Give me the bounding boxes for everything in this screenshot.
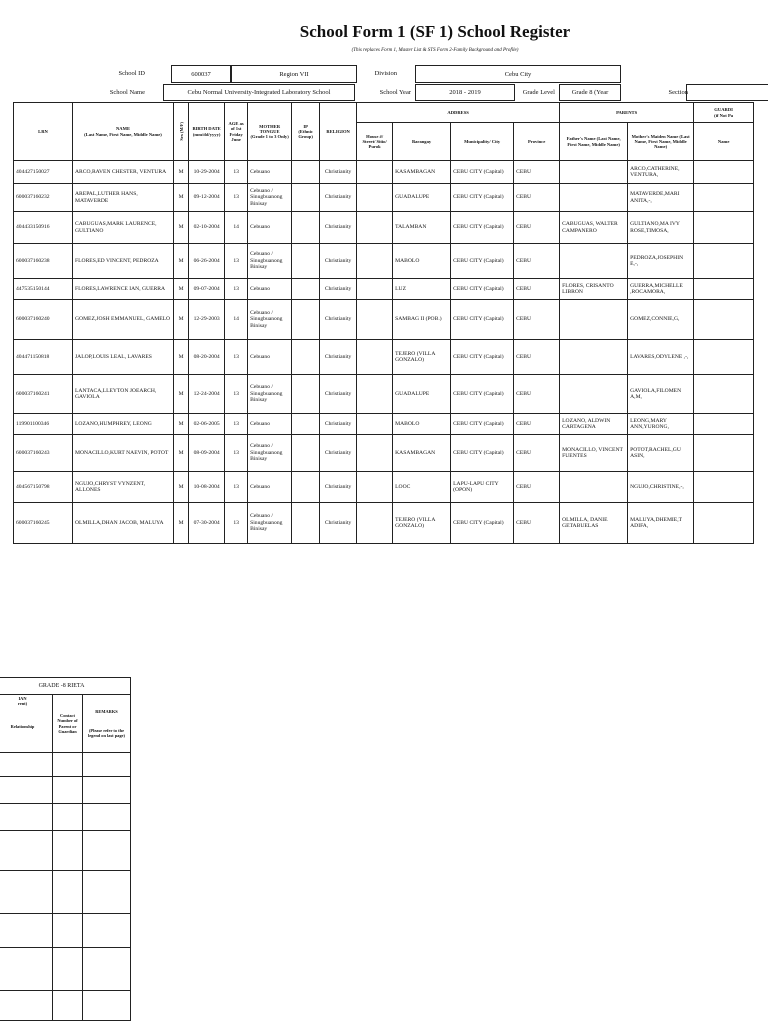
cell-religion: Christianity xyxy=(320,414,357,435)
blank-cell xyxy=(53,914,83,948)
cell-birth-date: 09-07-2004 xyxy=(189,279,225,300)
cell-age: 13 xyxy=(225,435,248,472)
cell-ip xyxy=(292,184,320,212)
cell-name: LANTACA,LLEYTON JOEARCH, GAVIOLA xyxy=(73,375,174,414)
form-title: School Form 1 (SF 1) School Register xyxy=(299,22,571,41)
cell-barangay: GUADALUPE xyxy=(393,375,451,414)
cell-name: NGUJO,CHRYST VYNZENT, ALLONES xyxy=(73,472,174,503)
col-guardian-name: Name xyxy=(694,123,754,161)
blank-cell xyxy=(53,831,83,871)
blank-cell xyxy=(0,991,53,1021)
col-house: House #/ Street/ Sitio/ Purok xyxy=(357,123,393,161)
cell-province: CEBU xyxy=(514,375,560,414)
cell-lrn: 600037160243 xyxy=(14,435,73,472)
cell-name: FLORES,LAWRENCE IAN, GUERRA xyxy=(73,279,174,300)
cell-mother: PEDROZA,JOSEPHIN E,-, xyxy=(628,244,694,279)
blank-cell xyxy=(0,914,53,948)
cell-municipality: CEBU CITY (Capital) xyxy=(451,375,514,414)
cell-religion: Christianity xyxy=(320,161,357,184)
cell-ip xyxy=(292,375,320,414)
cell-municipality: CEBU CITY (Capital) xyxy=(451,184,514,212)
table-row xyxy=(14,503,754,544)
cell-guardian-name xyxy=(694,340,754,375)
cell-father xyxy=(560,300,628,340)
cell-age: 14 xyxy=(225,212,248,244)
blank-cell xyxy=(83,914,131,948)
blank-cell xyxy=(53,991,83,1021)
blank-cell xyxy=(83,948,131,991)
col-ip: IP (Ethnic Group) xyxy=(292,103,320,161)
col-father: Father's Name (Last Name, First Name, Middle Name) xyxy=(560,123,628,161)
cell-municipality: CEBU CITY (Capital) xyxy=(451,503,514,544)
cell-mother: GUERRA,MICHELLE ,ROCAMORA, xyxy=(628,279,694,300)
col-relationship: IAN rent) Relationship xyxy=(0,695,53,753)
blank-cell xyxy=(0,871,53,914)
blank-cell xyxy=(0,804,53,831)
cell-age: 13 xyxy=(225,472,248,503)
cell-mother: GAVIOLA,FILOMEN A,M, xyxy=(628,375,694,414)
table-row xyxy=(14,184,754,212)
cell-lrn: 600037160238 xyxy=(14,244,73,279)
blank-cell xyxy=(0,948,53,991)
cell-province: CEBU xyxy=(514,184,560,212)
cell-father: OLMILLA, DANIE GETABUELAS xyxy=(560,503,628,544)
cell-mother-tongue: Cebuano / Sinugbuanong Binisay xyxy=(248,244,292,279)
cell-house xyxy=(357,503,393,544)
cell-house xyxy=(357,472,393,503)
cell-guardian-name xyxy=(694,435,754,472)
section-value xyxy=(686,84,768,101)
cell-barangay: LOOC xyxy=(393,472,451,503)
cell-house xyxy=(357,244,393,279)
cell-guardian-name xyxy=(694,184,754,212)
cell-lrn: 404567150798 xyxy=(14,472,73,503)
cell-sex: M xyxy=(174,435,189,472)
cell-guardian-name xyxy=(694,212,754,244)
blank-cell xyxy=(83,777,131,804)
cell-name: LOZANO,HUMPHREY, LEONG xyxy=(73,414,174,435)
table-row xyxy=(14,212,754,244)
cell-barangay: TEJERO (VILLA GONZALO) xyxy=(393,503,451,544)
school-name-value: Cebu Normal University-Integrated Laboratory School xyxy=(163,84,355,101)
cell-mother-tongue: Cebuano xyxy=(248,414,292,435)
cell-age: 14 xyxy=(225,300,248,340)
blank-cell xyxy=(53,804,83,831)
cell-lrn: 600037160245 xyxy=(14,503,73,544)
cell-mother-tongue: Cebuano xyxy=(248,161,292,184)
blank-cell xyxy=(53,871,83,914)
division-label: Division xyxy=(374,70,397,77)
school-year-label: School Year xyxy=(379,89,411,96)
cell-mother-tongue: Cebuano / Sinugbuanong Binisay xyxy=(248,503,292,544)
school-year-value: 2018 - 2019 xyxy=(415,84,515,101)
col-parents: PARENTS xyxy=(560,103,694,123)
cell-house xyxy=(357,414,393,435)
cell-father xyxy=(560,184,628,212)
col-sex: Sex (M/F) xyxy=(174,103,189,161)
cell-province: CEBU xyxy=(514,244,560,279)
cell-birth-date: 10-08-2004 xyxy=(189,472,225,503)
cell-guardian-name xyxy=(694,279,754,300)
cell-barangay: MABOLO xyxy=(393,414,451,435)
cell-age: 13 xyxy=(225,244,248,279)
cell-birth-date: 07-30-2004 xyxy=(189,503,225,544)
cell-age: 13 xyxy=(225,184,248,212)
cell-municipality: CEBU CITY (Capital) xyxy=(451,279,514,300)
cell-birth-date: 02-10-2004 xyxy=(189,212,225,244)
cell-sex: M xyxy=(174,300,189,340)
table-row xyxy=(14,414,754,435)
table-row xyxy=(14,340,754,375)
col-remarks: REMARKS (Please refer to the legend on last page) xyxy=(83,695,131,753)
col-mother: Mother's Maiden Name (Last Name, First Name, Middle Name) xyxy=(628,123,694,161)
blank-cell xyxy=(83,831,131,871)
cell-father xyxy=(560,375,628,414)
cell-province: CEBU xyxy=(514,161,560,184)
grade-level-label: Grade Level xyxy=(522,89,555,96)
cell-house xyxy=(357,184,393,212)
blank-cell xyxy=(53,948,83,991)
cell-municipality: CEBU CITY (Capital) xyxy=(451,340,514,375)
cell-age: 13 xyxy=(225,340,248,375)
section-caption: GRADE -8 RIETA xyxy=(0,678,131,695)
cell-mother-tongue: Cebuano xyxy=(248,212,292,244)
table-row xyxy=(14,279,754,300)
cell-lrn: 119901100346 xyxy=(14,414,73,435)
cell-age: 13 xyxy=(225,503,248,544)
cell-mother-tongue: Cebuano / Sinugbuanong Binisay xyxy=(248,300,292,340)
cell-mother: POTOT,RACHEL,GU ASIN, xyxy=(628,435,694,472)
cell-ip xyxy=(292,300,320,340)
cell-age: 13 xyxy=(225,414,248,435)
cell-mother: NGUJO,CHRISTINE,-, xyxy=(628,472,694,503)
cell-father xyxy=(560,340,628,375)
cell-name: MONACILLO,KURT NAEVIN, POTOT xyxy=(73,435,174,472)
col-contact: Contact Number of Parent or Guardian xyxy=(53,695,83,753)
cell-house xyxy=(357,300,393,340)
cell-ip xyxy=(292,435,320,472)
cell-religion: Christianity xyxy=(320,435,357,472)
cell-name: OLMILLA,DHAN JACOB, MALUYA xyxy=(73,503,174,544)
cell-guardian-name xyxy=(694,503,754,544)
col-birth-date: BIRTH DATE (mm/dd/yyyy) xyxy=(189,103,225,161)
table-row xyxy=(14,161,754,184)
blank-cell xyxy=(83,991,131,1021)
guardian-remarks-table xyxy=(0,677,131,1021)
cell-mother-tongue: Cebuano xyxy=(248,279,292,300)
cell-birth-date: 09-12-2004 xyxy=(189,184,225,212)
cell-father xyxy=(560,244,628,279)
cell-father: MONACILLO, VINCENT FUENTES xyxy=(560,435,628,472)
col-age: AGE as of 1st Friday June xyxy=(225,103,248,161)
blank-cell xyxy=(53,753,83,777)
cell-father: FLORES, CRISANTO LIBRON xyxy=(560,279,628,300)
cell-father xyxy=(560,161,628,184)
cell-sex: M xyxy=(174,161,189,184)
cell-religion: Christianity xyxy=(320,244,357,279)
cell-religion: Christianity xyxy=(320,212,357,244)
cell-sex: M xyxy=(174,414,189,435)
cell-ip xyxy=(292,212,320,244)
cell-sex: M xyxy=(174,472,189,503)
cell-birth-date: 10-29-2004 xyxy=(189,161,225,184)
cell-religion: Christianity xyxy=(320,184,357,212)
cell-name: GOMEZ,JOSH EMMANUEL, GAMELO xyxy=(73,300,174,340)
col-name: NAME (Last Name, First Name, Middle Name) xyxy=(73,103,174,161)
cell-age: 13 xyxy=(225,279,248,300)
cell-birth-date: 06-26-2004 xyxy=(189,244,225,279)
cell-house xyxy=(357,435,393,472)
cell-ip xyxy=(292,503,320,544)
cell-house xyxy=(357,161,393,184)
cell-mother-tongue: Cebuano xyxy=(248,340,292,375)
cell-mother-tongue: Cebuano / Sinugbuanong Binisay xyxy=(248,375,292,414)
cell-ip xyxy=(292,279,320,300)
cell-mother: ARCO,CATHERINE, VENTURA, xyxy=(628,161,694,184)
cell-barangay: TALAMBAN xyxy=(393,212,451,244)
table-row xyxy=(14,472,754,503)
cell-sex: M xyxy=(174,184,189,212)
blank-cell xyxy=(0,753,53,777)
col-municipality: Municipality/ City xyxy=(451,123,514,161)
cell-ip xyxy=(292,472,320,503)
school-id-label: School ID xyxy=(118,70,145,77)
cell-name: JALOP,LOUIS LEAL, LAVARES xyxy=(73,340,174,375)
cell-barangay: SAMBAG II (POB.) xyxy=(393,300,451,340)
cell-province: CEBU xyxy=(514,472,560,503)
cell-mother: MALUYA,DHEMIE,T ADIFA, xyxy=(628,503,694,544)
cell-municipality: CEBU CITY (Capital) xyxy=(451,244,514,279)
cell-lrn: 404427150027 xyxy=(14,161,73,184)
col-mother-tongue: MOTHER TONGUE (Grade 1 to 3 Only) xyxy=(248,103,292,161)
cell-province: CEBU xyxy=(514,503,560,544)
form-subtitle: (This replaces Form 1, Master List & STS Form 2-Family Background and Profile) xyxy=(351,48,519,53)
cell-municipality: CEBU CITY (Capital) xyxy=(451,435,514,472)
cell-age: 13 xyxy=(225,161,248,184)
cell-name: AREPAL,LUTHER HANS, MATAVERDE xyxy=(73,184,174,212)
cell-mother-tongue: Cebuano / Sinugbuanong Binisay xyxy=(248,435,292,472)
cell-mother: MATAVERDE,MARI ANITA,-, xyxy=(628,184,694,212)
cell-sex: M xyxy=(174,244,189,279)
cell-mother: LEONG,MARY ANN,YURONG, xyxy=(628,414,694,435)
cell-religion: Christianity xyxy=(320,279,357,300)
cell-lrn: 600037160241 xyxy=(14,375,73,414)
col-lrn: LRN xyxy=(14,103,73,161)
cell-sex: M xyxy=(174,375,189,414)
cell-birth-date: 12-24-2004 xyxy=(189,375,225,414)
school-name-label: School Name xyxy=(109,89,145,96)
cell-birth-date: 08-20-2004 xyxy=(189,340,225,375)
cell-religion: Christianity xyxy=(320,375,357,414)
region-value: Region VII xyxy=(231,65,357,83)
cell-guardian-name xyxy=(694,244,754,279)
blank-cell xyxy=(0,831,53,871)
cell-mother-tongue: Cebuano / Sinugbuanong Binisay xyxy=(248,184,292,212)
cell-province: CEBU xyxy=(514,414,560,435)
col-address: ADDRESS xyxy=(357,103,560,123)
cell-mother: GULTIANO,MA IVY ROSE,TIMOSA, xyxy=(628,212,694,244)
col-guardian: GUARDI (if Not Pa xyxy=(694,103,754,123)
cell-province: CEBU xyxy=(514,435,560,472)
cell-municipality: LAPU-LAPU CITY (OPON) xyxy=(451,472,514,503)
col-barangay: Barangay xyxy=(393,123,451,161)
cell-birth-date: 02-06-2005 xyxy=(189,414,225,435)
grade-level-value: Grade 8 (Year xyxy=(559,84,621,101)
cell-mother: GOMEZ,CONNIE,G, xyxy=(628,300,694,340)
table-row xyxy=(14,244,754,279)
cell-province: CEBU xyxy=(514,279,560,300)
cell-lrn: 404433150916 xyxy=(14,212,73,244)
cell-guardian-name xyxy=(694,414,754,435)
cell-province: CEBU xyxy=(514,340,560,375)
blank-cell xyxy=(83,871,131,914)
cell-ip xyxy=(292,340,320,375)
cell-ip xyxy=(292,161,320,184)
cell-municipality: CEBU CITY (Capital) xyxy=(451,161,514,184)
cell-sex: M xyxy=(174,212,189,244)
blank-cell xyxy=(83,753,131,777)
cell-barangay: KASAMBAGAN xyxy=(393,161,451,184)
cell-name: CABUGUAS,MARK LAURENCE, GULTIANO xyxy=(73,212,174,244)
cell-name: ARCO,RAVEN CHESTER, VENTURA xyxy=(73,161,174,184)
cell-birth-date: 08-09-2004 xyxy=(189,435,225,472)
cell-lrn: 404471150818 xyxy=(14,340,73,375)
cell-guardian-name xyxy=(694,472,754,503)
cell-name: FLORES,ED VINCENT, PEDROZA xyxy=(73,244,174,279)
cell-barangay: GUADALUPE xyxy=(393,184,451,212)
cell-father xyxy=(560,472,628,503)
blank-cell xyxy=(0,777,53,804)
cell-house xyxy=(357,212,393,244)
cell-barangay: KASAMBAGAN xyxy=(393,435,451,472)
cell-guardian-name xyxy=(694,161,754,184)
cell-lrn: 447535150144 xyxy=(14,279,73,300)
cell-religion: Christianity xyxy=(320,340,357,375)
cell-house xyxy=(357,375,393,414)
cell-mother: LAVARES,ODYLENE ,-, xyxy=(628,340,694,375)
cell-municipality: CEBU CITY (Capital) xyxy=(451,300,514,340)
cell-house xyxy=(357,340,393,375)
table-row xyxy=(14,435,754,472)
cell-lrn: 600037160240 xyxy=(14,300,73,340)
cell-ip xyxy=(292,244,320,279)
cell-mother-tongue: Cebuano xyxy=(248,472,292,503)
cell-sex: M xyxy=(174,503,189,544)
cell-ip xyxy=(292,414,320,435)
cell-barangay: LUZ xyxy=(393,279,451,300)
cell-father: CABUGUAS, WALTER CAMPANERO xyxy=(560,212,628,244)
division-value: Cebu City xyxy=(415,65,621,83)
cell-barangay: MABOLO xyxy=(393,244,451,279)
cell-lrn: 600037160232 xyxy=(14,184,73,212)
cell-house xyxy=(357,279,393,300)
cell-province: CEBU xyxy=(514,300,560,340)
cell-municipality: CEBU CITY (Capital) xyxy=(451,212,514,244)
cell-guardian-name xyxy=(694,300,754,340)
cell-guardian-name xyxy=(694,375,754,414)
cell-father: LOZANO, ALDWIN CARTAGENA xyxy=(560,414,628,435)
school-id-value: 600037 xyxy=(171,65,231,83)
cell-barangay: TEJERO (VILLA GONZALO) xyxy=(393,340,451,375)
register-table xyxy=(13,102,754,544)
cell-religion: Christianity xyxy=(320,503,357,544)
cell-province: CEBU xyxy=(514,212,560,244)
col-province: Province xyxy=(514,123,560,161)
table-row xyxy=(14,300,754,340)
blank-cell xyxy=(83,804,131,831)
table-row xyxy=(14,375,754,414)
cell-sex: M xyxy=(174,279,189,300)
cell-birth-date: 12-29-2003 xyxy=(189,300,225,340)
section-label: Section xyxy=(668,89,688,96)
cell-religion: Christianity xyxy=(320,472,357,503)
cell-religion: Christianity xyxy=(320,300,357,340)
cell-age: 13 xyxy=(225,375,248,414)
blank-cell xyxy=(53,777,83,804)
cell-municipality: CEBU CITY (Capital) xyxy=(451,414,514,435)
col-religion: RELIGION xyxy=(320,103,357,161)
cell-sex: M xyxy=(174,340,189,375)
